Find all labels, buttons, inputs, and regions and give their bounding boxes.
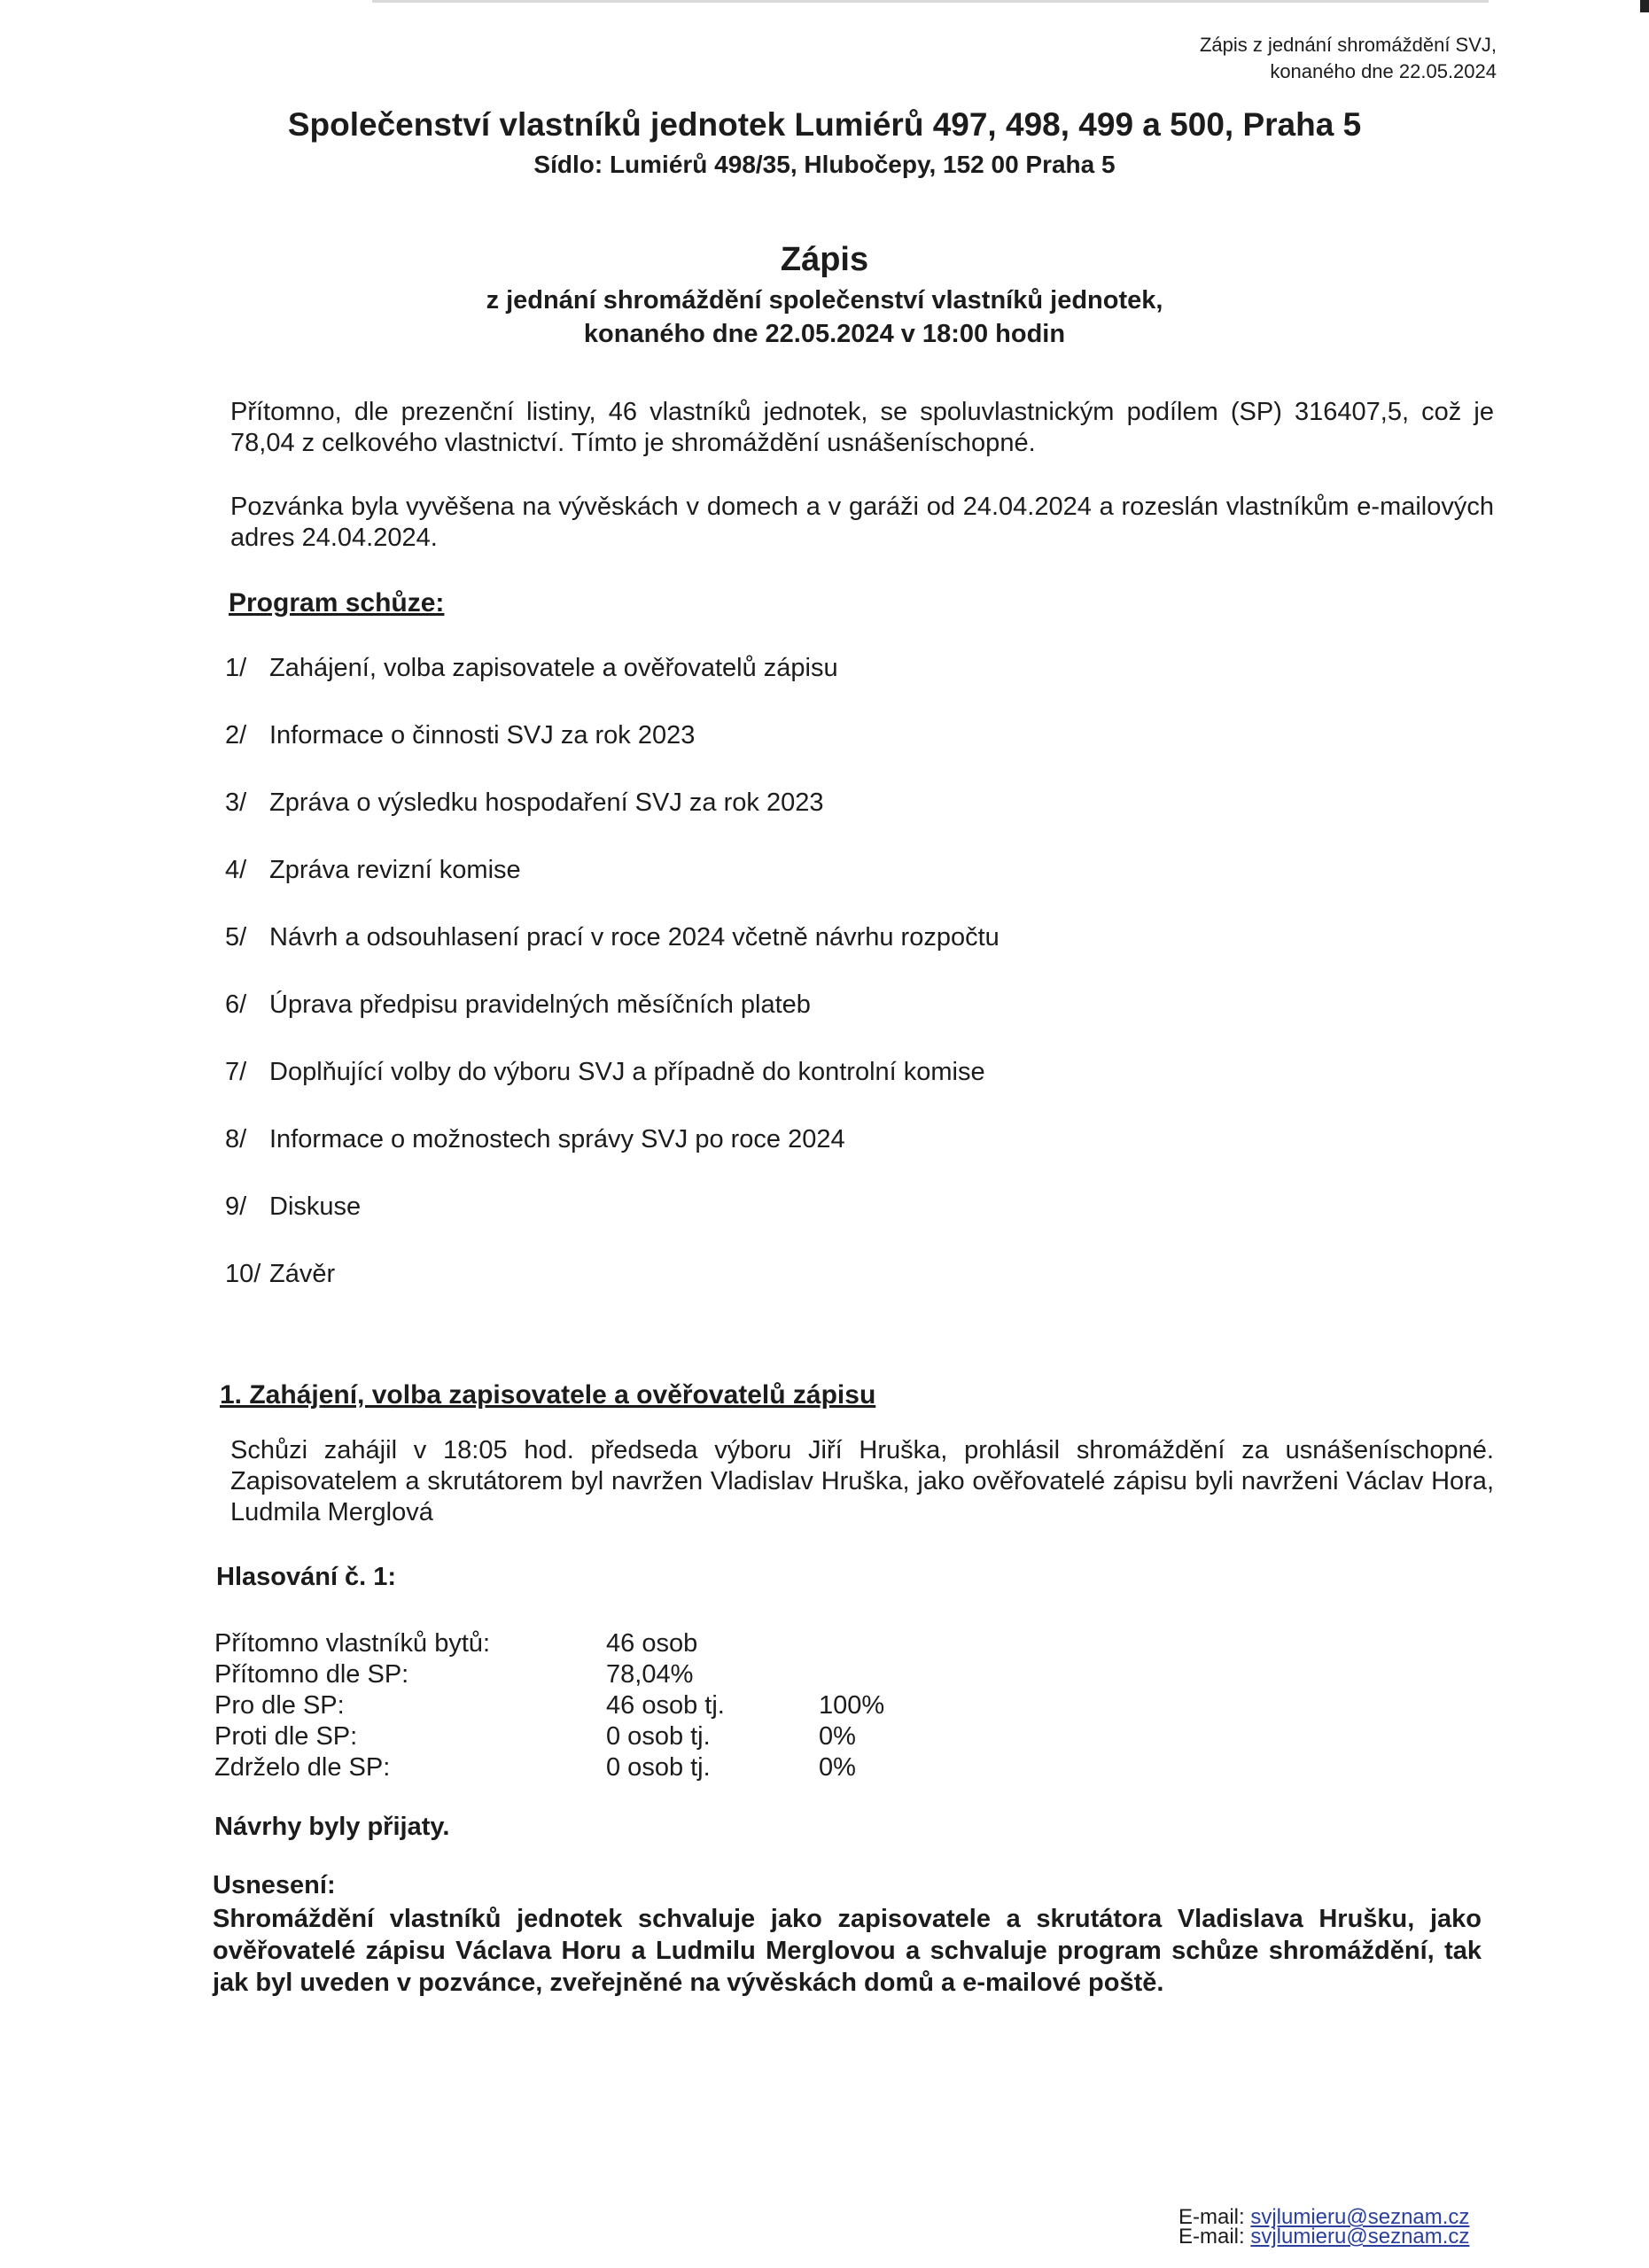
vote-table: [214, 1628, 884, 1783]
program-item: [225, 1192, 1466, 1260]
vote-percent: [819, 1628, 884, 1659]
vote-percent: [819, 1659, 884, 1690]
vote-percent: 100%: [819, 1691, 885, 1720]
section1-paragraph: Schůzi zahájil v 18:05 hod. předseda výboru Jiří Hruška, prohlásil shromáždění za usnášeníschopné. Zapisovatelem a skrutátorem byl navržen Vladislav Hruška, jako ověřovatelé zápisu byli navrženi Václav Hora, Ludmila Merglová: [230, 1436, 1494, 1526]
program-item-number: 3/: [225, 788, 247, 817]
header-note-line2: konaného dne 22.05.2024: [1270, 60, 1497, 82]
document-title: Zápis: [780, 241, 869, 278]
program-item-number: 6/: [225, 990, 247, 1019]
email-label: E-mail:: [1178, 2225, 1245, 2249]
vote-value: 0 osob tj.: [606, 1753, 711, 1782]
vote-value: 0 osob tj.: [606, 1722, 711, 1751]
program-item-text: Návrh a odsouhlasení prací v roce 2024 včetně návrhu rozpočtu: [269, 923, 1000, 951]
resolution-text: Shromáždění vlastníků jednotek schvaluje jako zapisovatele a skrutátora Vladislava Hrušku, jako ověřovatelé zápisu Václava Horu a Ludmilu Merglovou a schvaluje program schůze shromáždění, tak jak byl uveden v pozvánce, zveřejněné na vývěskách domů a e-mailové poště.: [213, 1905, 1482, 1997]
program-item-text: Úprava předpisu pravidelných měsíčních plateb: [269, 990, 811, 1019]
program-item-number: 7/: [225, 1058, 247, 1086]
program-item-text: Doplňující volby do výboru SVJ a případně do kontrolní komise: [269, 1058, 985, 1086]
vote-row: [214, 1721, 884, 1752]
vote-row: [214, 1752, 884, 1783]
email-label: E-mail:: [1178, 2205, 1245, 2229]
program-item-text: Diskuse: [269, 1192, 362, 1221]
vote-label: Proti dle SP:: [214, 1722, 358, 1751]
footer-email-duplicate: [1178, 2225, 1469, 2249]
program-item-text: Informace o činnosti SVJ za rok 2023: [269, 721, 696, 750]
program-item-number: 2/: [225, 721, 247, 750]
vote-row: [214, 1690, 884, 1721]
program-item: [225, 1058, 1466, 1125]
organization-seat: Sídlo: Lumiérů 498/35, Hlubočepy, 152 00 Praha 5: [533, 151, 1116, 178]
section1-heading: 1. Zahájení, volba zapisovatele a ověřovatelů zápisu: [220, 1380, 876, 1410]
program-item: [225, 788, 1466, 856]
vote-label: Přítomno vlastníků bytů:: [214, 1629, 491, 1658]
program-item-number: 8/: [225, 1125, 247, 1153]
invitation-paragraph: Pozvánka byla vyvěšena na vývěskách v domech a v garáži od 24.04.2024 a rozeslán vlastníkům e-mailových adres 24.04.2024.: [230, 493, 1494, 552]
vote-percent: 0%: [819, 1753, 856, 1782]
vote-value: 46 osob: [606, 1629, 698, 1658]
email-address[interactable]: svjlumieru@seznam.cz: [1250, 2225, 1470, 2249]
document-subtitle: [0, 284, 1649, 351]
email-address[interactable]: svjlumieru@seznam.cz: [1250, 2205, 1470, 2229]
program-item: [225, 856, 1466, 923]
header-note-line1: Zápis z jednání shromáždění SVJ,: [1199, 34, 1497, 56]
program-item-number: 9/: [225, 1192, 247, 1221]
program-item: [225, 990, 1466, 1058]
program-list: [225, 654, 1466, 1327]
program-item-number: 4/: [225, 856, 247, 884]
scan-corner-mark: [1640, 0, 1649, 12]
vote-label: Zdrželo dle SP:: [214, 1753, 391, 1782]
vote-row: [214, 1659, 884, 1690]
vote-value: 46 osob tj.: [606, 1691, 725, 1720]
program-heading: Program schůze:: [229, 588, 445, 617]
attendance-paragraph: Přítomno, dle prezenční listiny, 46 vlastníků jednotek, se spoluvlastnickým podílem (SP) 316407,5, což je 78,04 z celkového vlastnictví. Tímto je shromáždění usnášeníschopné.: [230, 398, 1494, 457]
vote-label: Pro dle SP:: [214, 1691, 345, 1720]
scan-edge-line: [372, 0, 1489, 3]
vote-label: Přítomno dle SP:: [214, 1660, 409, 1689]
vote-percent: 0%: [819, 1722, 856, 1751]
program-item-number: 1/: [225, 654, 247, 682]
program-item-text: Závěr: [269, 1260, 336, 1288]
program-item-number: 10/: [225, 1260, 261, 1288]
resolution-heading: Usnesení:: [213, 1871, 336, 1899]
vote-row: [214, 1628, 884, 1659]
program-item-text: Informace o možnostech správy SVJ po roce 2024: [269, 1125, 845, 1153]
program-item: [225, 1125, 1466, 1192]
program-item: [225, 1260, 1466, 1327]
program-item-text: Zpráva o výsledku hospodaření SVJ za rok 2023: [269, 788, 824, 817]
program-item: [225, 721, 1466, 788]
subtitle-line2: konaného dne 22.05.2024 v 18:00 hodin: [583, 320, 1066, 348]
program-item-text: Zpráva revizní komise: [269, 856, 521, 884]
program-item: [225, 654, 1466, 721]
vote-value: 78,04%: [606, 1660, 694, 1689]
proposals-accepted: Návrhy byly přijaty.: [214, 1813, 450, 1841]
program-item-text: Zahájení, volba zapisovatele a ověřovatelů zápisu: [269, 654, 838, 682]
program-item: [225, 923, 1466, 990]
vote-heading: Hlasování č. 1:: [216, 1563, 397, 1591]
program-item-number: 5/: [225, 923, 247, 951]
organization-name: Společenství vlastníků jednotek Lumiérů 497, 498, 499 a 500, Praha 5: [287, 106, 1362, 143]
subtitle-line1: z jednání shromáždění společenství vlastníků jednotek,: [486, 286, 1163, 315]
header-note: [1200, 32, 1497, 85]
